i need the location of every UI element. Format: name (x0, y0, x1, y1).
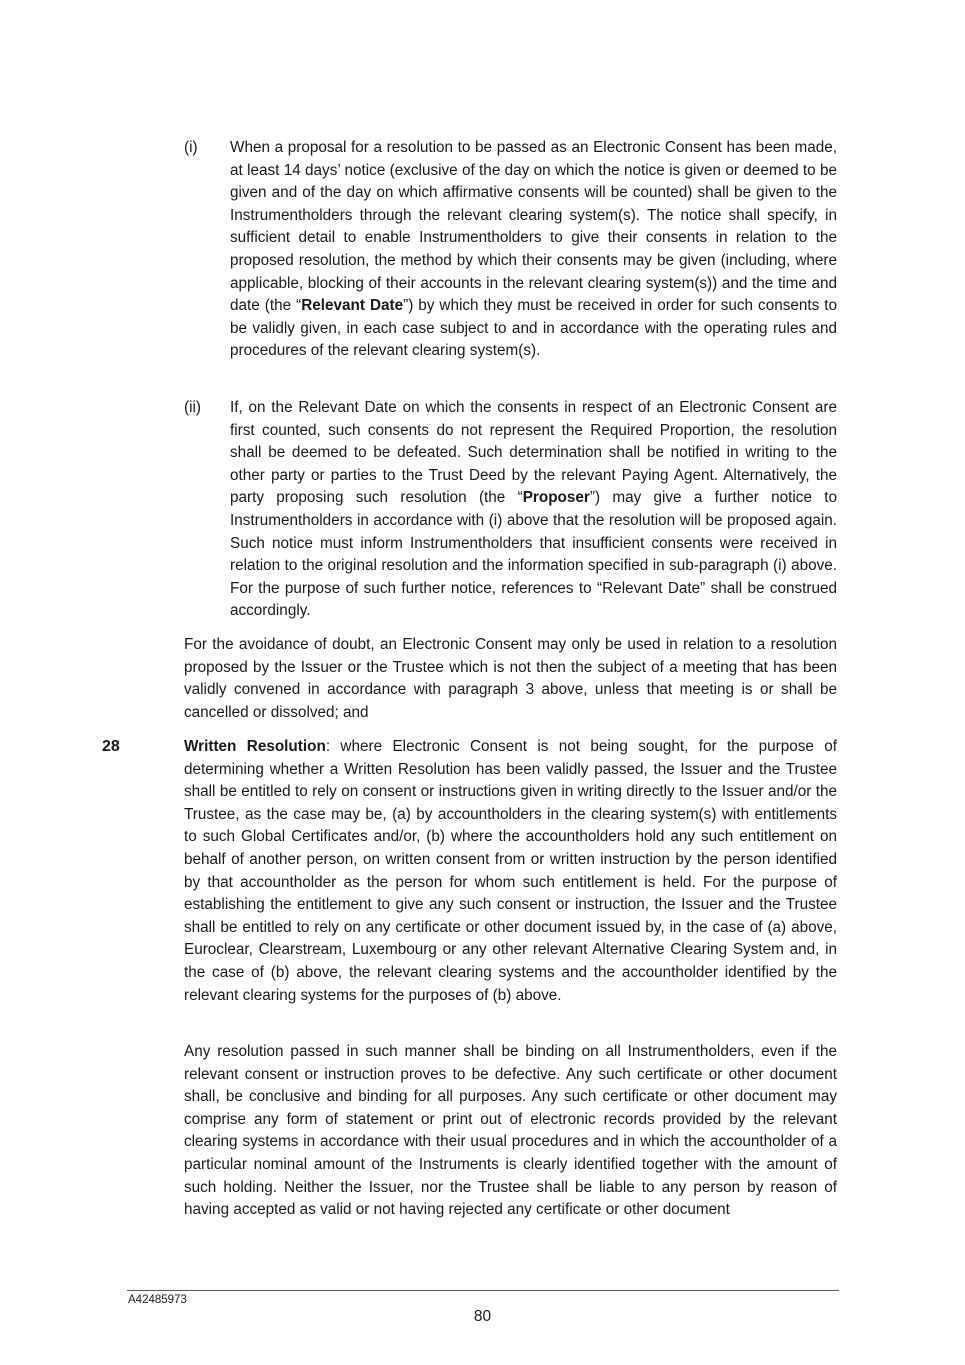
item-i-text-part2: ”) by which they must be received in order for such consents to be validly given, in each case subject to and in accordance with the operating rules and procedures of the relevant clearing system(s). (230, 297, 838, 360)
item-label-i: (i) (184, 139, 198, 156)
avoidance-paragraph: For the avoidance of doubt, an Electronic Consent may only be used in relation to a resolution proposed by the Issuer or the Trustee which is not then the subject of a meeting that has been validly convened in accordance with paragraph 3 above, unless that meeting is or shall be cancelled or dissolved; and (184, 636, 837, 721)
defined-term-proposer: Proposer (522, 489, 590, 507)
item-ii-text-part2: ”) may give a further notice to Instrumentholders in accordance with (i) above that the resolution will be proposed again. Such notice must inform Instrumentholders that insufficient consents were received in relation to the original resolution and the information specified in sub-paragraph (i) above. For the purpose of such further notice, references to “Relevant Date” shall be construed accordingly. (230, 489, 837, 620)
section-number: 28 (102, 738, 120, 755)
defined-term-relevant-date: Relevant Date (301, 297, 404, 315)
section-heading: Written Resolution (184, 738, 326, 755)
item-ii-text (230, 397, 837, 623)
section-28-text: : where Electronic Consent is not being sought, for the purpose of determining whether a Written Resolution has been validly passed, the Issuer and the Trustee shall be entitled to rely on consent or instructions given in writing directly to the Issuer and/or the Trustee, as the case may be, (a) by accountholders in the clearing system(s) with entitlements to such Global Certificates and/or, (b) where the accountholders hold any such entitlement on behalf of another person, on written consent from or written instruction by the person identified by that accountholder as the person for whom such entitlement is held. For the purpose of establishing the entitlement to give any such consent or instruction, the Issuer and the Trustee shall be entitled to rely on any certificate or other document issued by, in the case of (a) above, Euroclear, Clearstream, Luxembourg or any other relevant Alternative Clearing System and, in the case of (b) above, the relevant clearing systems and the accountholder identified by the relevant clearing systems for the purposes of (b) above. (184, 738, 838, 1004)
document-id: A42485973 (128, 1294, 187, 1306)
item-ii-text-part1: If, on the Relevant Date on which the consents in respect of an Electronic Consent are first counted, such consents do not represent the Required Proportion, the resolution shall be deemed to be defeated. Such determination shall be notified in writing to the other party or parties to the Trust Deed by the relevant Paying Agent. Alternatively, the party proposing such resolution (the “ (230, 399, 837, 507)
item-i-text (230, 137, 837, 363)
item-label-ii: (ii) (184, 399, 201, 416)
page-number: 80 (473, 1308, 492, 1325)
footer-rule (127, 1290, 839, 1291)
section-28-paragraph-2: Any resolution passed in such manner shall be binding on all Instrumentholders, even if the relevant consent or instruction proves to be defective. Any such certificate or other document shall, be conclusive and binding for all purposes. Any such certificate or other document may comprise any form of statement or print out of electronic records provided by the relevant clearing systems in accordance with their usual procedures and in which the accountholder of a particular nominal amount of the Instruments is clearly identified together with the amount of such holding. Neither the Issuer, nor the Trustee shall be liable to any person by reason of having accepted as valid or not having rejected any certificate or other document (184, 1043, 837, 1219)
section-28-paragraph (184, 736, 837, 1007)
item-i-text-part1: When a proposal for a resolution to be passed as an Electronic Consent has been made, at least 14 days’ notice (exclusive of the day on which the notice is given or deemed to be given and of the day on which affirmative consents will be counted) shall be given to the Instrumentholders through the relevant clearing system(s). The notice shall specify, in sufficient detail to enable Instrumentholders to give their consents in relation to the proposed resolution, the method by which their consents may be given (including, where applicable, blocking of their accounts in the relevant clearing system(s)) and the time and date (the “ (230, 139, 837, 315)
